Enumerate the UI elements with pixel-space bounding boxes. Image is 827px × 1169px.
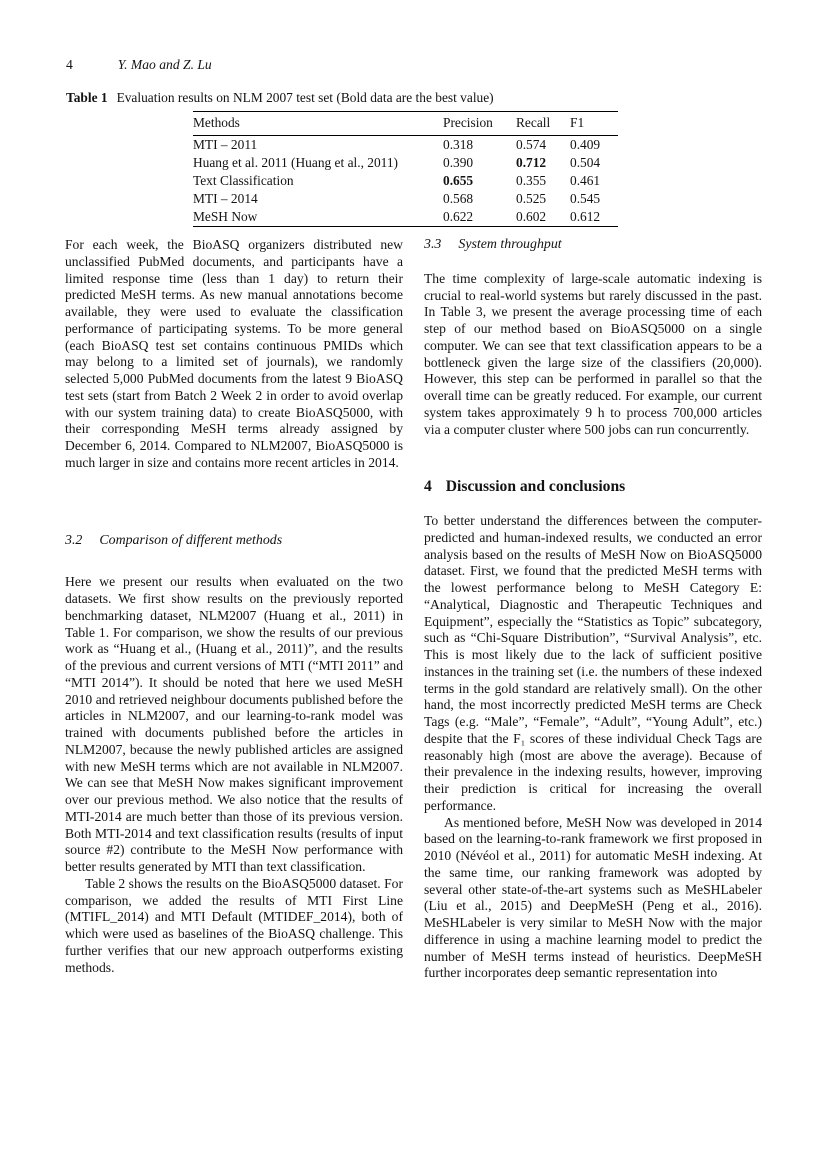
- col-header-recall: Recall: [516, 112, 570, 136]
- col-header-precision: Precision: [443, 112, 516, 136]
- cell-f1: 0.461: [570, 173, 601, 188]
- table-row: [193, 190, 618, 208]
- page-number: 4: [66, 57, 73, 72]
- running-head-authors: Y. Mao and Z. Lu: [117, 57, 212, 72]
- table-header-row: [193, 112, 618, 136]
- section-3-3-heading: [424, 237, 762, 254]
- cell-recall: 0.712: [516, 155, 547, 170]
- section-4-heading: [424, 479, 762, 496]
- table-row: [193, 154, 618, 172]
- section-number: 4: [424, 478, 432, 496]
- section-3-2-heading: [65, 533, 403, 550]
- table-row: [193, 172, 618, 190]
- cell-method: MTI – 2014: [193, 191, 258, 206]
- section-title: System throughput: [458, 237, 562, 252]
- paragraph: For each week, the BioASQ organizers distributed new unclassified PubMed documents, and participants have a limited response time (less than 1 day) to return their predicted MeSH terms. As new manual annotations become available, they were used to evaluate the classification performance of participating systems. To be more general (each BioASQ test set contains continuous PMIDs which may belong to a limited set of journals), we randomly selected 5,000 PubMed documents from the latest 9 BioASQ test sets (start from Batch 2 Week 2 in order to avoid overlap with our system training data) to create BioASQ5000, with their corresponding MeSH terms already assigned by December 6, 2014. Compared to NLM2007, BioASQ5000 is much larger in size and contains more recent articles in 2014.: [65, 237, 403, 470]
- results-table: [193, 111, 618, 227]
- cell-recall: 0.574: [516, 137, 547, 152]
- cell-precision: 0.655: [443, 173, 474, 188]
- cell-precision: 0.568: [443, 191, 474, 206]
- table1: [193, 111, 618, 227]
- table1-label: Table 1: [66, 90, 108, 105]
- col-header-methods: Methods: [193, 112, 443, 136]
- cell-method: Huang et al. 2011 (Huang et al., 2011): [193, 155, 399, 170]
- left-column: [65, 237, 403, 976]
- table-row: [193, 208, 618, 227]
- cell-recall: 0.525: [516, 191, 547, 206]
- section-number: 3.3: [424, 237, 442, 252]
- cell-recall: 0.355: [516, 173, 547, 188]
- paragraph: To better understand the differences between the computer-predicted and human-indexed results, we conducted an error analysis based on the results of MeSH Now on BioASQ5000 dataset. First, we found that the predicted MeSH terms with the lowest performance belong to MeSH Category E: “Analytical, Diagnostic and Therapeutic Techniques and Equipment”, especially the “Statistics as Topic” subcategory, such as “Chi-Square Distribution”, “Survival Analysis”, etc. This is most likely due to the lack of sufficient positive instances in the training set (i.e. the numbers of these indexed terms in the gold standard are relatively small). On the other hand, the most incorrectly predicted MeSH terms are Check Tags (e.g. “Male”, “Female”, “Adult”, “Young Adult”, etc.) despite that the F₁ scores of these individual Check Tags are reasonably high (most are above the average). Because of their prevalence in the indexing results, however, improving their prediction is critical for increasing the overall performance.: [424, 513, 762, 813]
- cell-f1: 0.612: [570, 209, 601, 224]
- right-column: [424, 237, 762, 982]
- cell-precision: 0.390: [443, 155, 474, 170]
- section-number: 3.2: [65, 532, 83, 548]
- results-table-body: [193, 136, 618, 227]
- table1-caption-text: Evaluation results on NLM 2007 test set (Bold data are the best value): [116, 90, 494, 105]
- cell-precision: 0.318: [443, 137, 474, 152]
- cell-method: MTI – 2011: [193, 137, 258, 152]
- paragraph: The time complexity of large-scale automatic indexing is crucial to real-world systems but rarely discussed in the past. In Table 3, we present the average processing time of each step of our method based on BioASQ5000 on a single computer. We can see that text classification appears to be a bottleneck given the large size of the classifiers (20,000). However, this step can be performed in parallel so that the overall time can be greatly reduced. For example, our current system takes approximately 9 h to process 700,000 articles via a computer cluster where 500 jobs can run concurrently.: [424, 270, 762, 437]
- cell-precision: 0.622: [443, 209, 474, 224]
- cell-f1: 0.504: [570, 155, 601, 170]
- running-head: [66, 57, 763, 73]
- paragraph: Table 2 shows the results on the BioASQ5000 dataset. For comparison, we added the results of MTI First Line (MTIFL_2014) and MTI Default (MTIDEF_2014), both of which were used as baselines of the BioASQ challenge. This further verifies that our new approach outperforms existing methods.: [65, 875, 403, 975]
- cell-f1: 0.409: [570, 137, 601, 152]
- table-row: [193, 136, 618, 155]
- col-header-f1: F1: [570, 112, 618, 136]
- paragraph: As mentioned before, MeSH Now was developed in 2014 based on the learning-to-rank framework we first proposed in 2010 (Névéol et al., 2011) for automatic MeSH indexing. At the same time, our ranking framework was adopted by several other state-of-the-art systems such as MeSHLabeler (Liu et al., 2015) and DeepMeSH (Peng et al., 2016). MeSHLabeler is very similar to MeSH Now with the major difference in using a machine learning model to predict the number of MeSH terms instead of heuristics. DeepMeSH further incorporates deep semantic representation into: [424, 814, 762, 981]
- section-title: Discussion and conclusions: [445, 478, 626, 496]
- cell-f1: 0.545: [570, 191, 601, 206]
- cell-recall: 0.602: [516, 209, 547, 224]
- section-title: Comparison of different methods: [99, 532, 283, 548]
- cell-method: Text Classification: [193, 173, 294, 188]
- table1-caption: [66, 90, 763, 106]
- paragraph: Here we present our results when evaluated on the two datasets. We first show results on the previously reported benchmarking dataset, NLM2007 (Huang et al., 2011) in Table 1. For comparison, we show the results of our previous work as “Huang et al., (Huang et al., 2011)”, and the results of the previous and current versions of MTI (“MTI 2011” and “MTI 2014”). It should be noted that here we used MeSH 2010 and retrieved neighbour documents published before the articles in NLM2007, and our learning-to-rank model was trained with documents published before the articles in NLM2007, because the newly published articles are assigned with new MeSH terms which are not available in NLM2007. We can see that MeSH Now makes significant improvement over our previous method. We also notice that the results of MTI-2014 are much better than those of its previous version. Both MTI-2014 and text classification results (results of input source #2) contribute to the MeSH Now performance with better results generated by MTI than text classification.: [65, 574, 403, 874]
- cell-method: MeSH Now: [193, 209, 258, 224]
